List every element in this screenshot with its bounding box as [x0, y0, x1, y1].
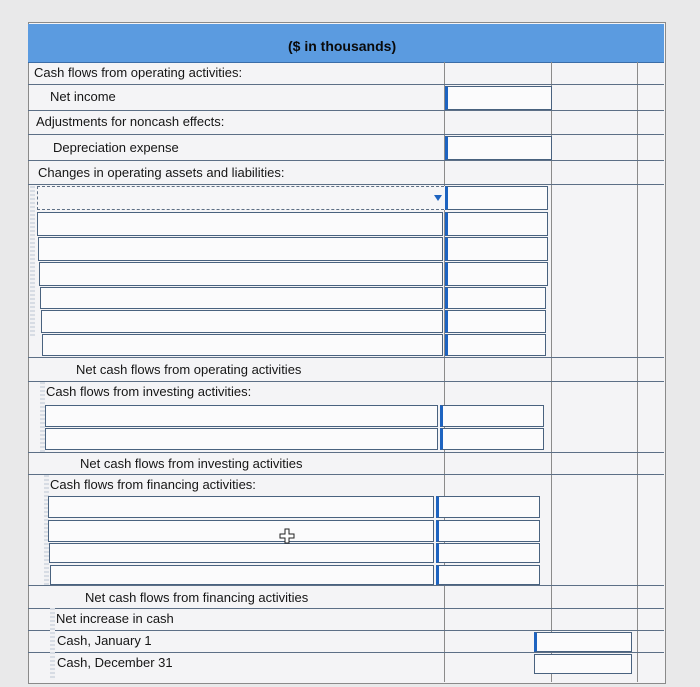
- depreciation-amount[interactable]: [445, 136, 552, 160]
- investing-heading: Cash flows from investing activities:: [46, 384, 252, 399]
- financing-row[interactable]: [48, 520, 434, 542]
- financing-row[interactable]: [49, 543, 434, 563]
- column-divider: [637, 62, 638, 682]
- operating-net-label: Net cash flows from operating activities: [76, 362, 302, 377]
- operating-change-amount[interactable]: [445, 262, 548, 286]
- operating-change-amount[interactable]: [445, 287, 546, 309]
- operating-change-row[interactable]: [39, 262, 443, 286]
- financing-heading: Cash flows from financing activities:: [50, 477, 256, 492]
- operating-change-row[interactable]: [41, 310, 443, 333]
- cash-december-label: Cash, December 31: [57, 655, 173, 670]
- row-divider: [28, 652, 664, 653]
- investing-amount[interactable]: [440, 428, 544, 450]
- operating-change-amount[interactable]: [445, 212, 548, 236]
- operating-change-amount[interactable]: [445, 237, 548, 261]
- operating-change-row[interactable]: [38, 237, 443, 261]
- plus-cursor-icon: [279, 528, 295, 544]
- operating-change-row[interactable]: [37, 212, 443, 236]
- row-divider: [28, 630, 664, 631]
- net-increase-label: Net increase in cash: [56, 611, 174, 626]
- row-divider: [28, 110, 664, 111]
- financing-amount[interactable]: [436, 520, 540, 542]
- operating-change-select[interactable]: [37, 186, 449, 210]
- row-divider: [28, 608, 664, 609]
- row-divider: [28, 160, 664, 161]
- net-income-amount[interactable]: [445, 86, 552, 110]
- changes-label: Changes in operating assets and liabilities:: [38, 165, 285, 180]
- financing-net-label: Net cash flows from financing activities: [85, 590, 309, 605]
- investing-row[interactable]: [45, 428, 438, 450]
- financing-row[interactable]: [48, 496, 434, 518]
- investing-net-label: Net cash flows from investing activities: [80, 456, 303, 471]
- row-divider: [28, 84, 664, 85]
- row-divider: [28, 585, 664, 586]
- row-divider: [28, 452, 664, 453]
- financing-row[interactable]: [50, 565, 434, 585]
- operating-change-row[interactable]: [40, 287, 443, 309]
- row-divider: [28, 357, 664, 358]
- cash-january-amount[interactable]: [534, 632, 632, 652]
- row-divider: [28, 184, 664, 185]
- row-stripe: [50, 608, 55, 680]
- row-stripe: [30, 186, 35, 336]
- operating-change-amount[interactable]: [445, 186, 548, 210]
- financing-amount[interactable]: [436, 543, 540, 563]
- financing-amount[interactable]: [436, 496, 540, 518]
- investing-amount[interactable]: [440, 405, 544, 427]
- chevron-down-icon: [434, 195, 442, 201]
- investing-row[interactable]: [45, 405, 438, 427]
- row-divider: [28, 134, 664, 135]
- page-title: ($ in thousands): [288, 38, 397, 54]
- operating-heading: Cash flows from operating activities:: [34, 65, 243, 80]
- cash-january-label: Cash, January 1: [57, 633, 152, 648]
- financing-amount[interactable]: [436, 565, 540, 585]
- operating-change-amount[interactable]: [445, 334, 546, 356]
- operating-change-amount[interactable]: [445, 310, 546, 333]
- row-divider: [28, 381, 664, 382]
- adjustments-label: Adjustments for noncash effects:: [36, 114, 225, 129]
- cash-december-amount[interactable]: [534, 654, 632, 674]
- operating-change-row[interactable]: [42, 334, 443, 356]
- net-income-label: Net income: [50, 89, 116, 104]
- row-divider: [28, 474, 664, 475]
- depreciation-label: Depreciation expense: [53, 140, 179, 155]
